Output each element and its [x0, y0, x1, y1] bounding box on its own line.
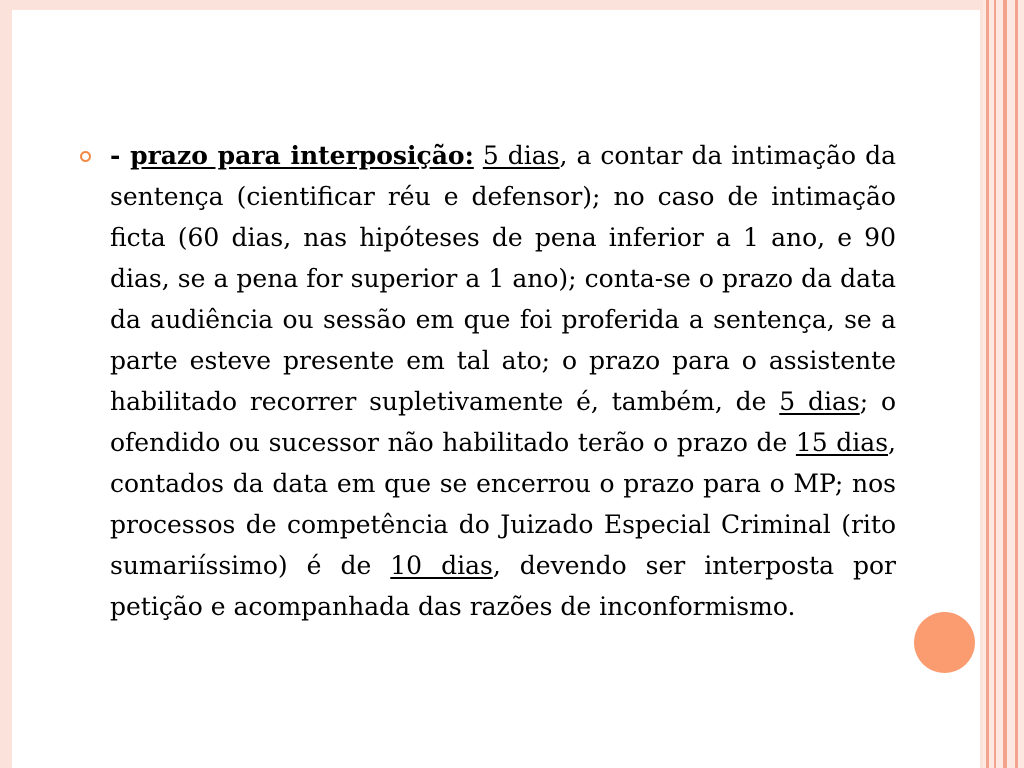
deadline-5-dias: 5 dias	[482, 141, 560, 170]
text-segment: ; o ofendido ou sucessor não habilitado terão o prazo de	[110, 387, 897, 457]
bullet-paragraph	[110, 135, 896, 627]
slide-frame-top	[0, 0, 983, 10]
text-segment: , contados da data em que se encerrou o prazo para o MP; nos processos de competência do Juizado Especial Criminal (rito sumariíssimo) é de	[110, 428, 896, 580]
bullet-icon	[80, 151, 91, 162]
decorative-stripe	[1003, 0, 1007, 768]
decorative-circle	[914, 612, 975, 673]
deadline-10-dias: 10 dias	[390, 551, 493, 580]
decorative-stripe	[1015, 0, 1018, 768]
deadline-15-dias: 15 dias	[795, 428, 889, 457]
bullet-dash: -	[110, 141, 131, 170]
text-segment: , a contar da intimação da sentença (cientificar réu e defensor); no caso de intimação ficta (60 dias, nas hipóteses de pena inferior a 1 ano, e 90 dias, se a pena for superior a 1 ano); conta-se o prazo da data da audiência ou sessão em que foi proferida a sentença, se a parte esteve presente em tal ato; o prazo para o assistente habilitado recorrer supletivamente é, também, de	[110, 141, 896, 416]
text-segment	[474, 141, 483, 170]
decorative-stripe	[994, 0, 996, 768]
term-heading: prazo para interposição:	[130, 141, 474, 170]
decorative-stripe	[986, 0, 989, 768]
slide-content	[80, 135, 896, 627]
text-segment: , devendo ser interposta por petição e acompanhada das razões de inconformismo.	[110, 551, 896, 621]
deadline-5-dias-assistente: 5 dias	[779, 387, 860, 416]
slide-frame-left	[0, 0, 12, 768]
